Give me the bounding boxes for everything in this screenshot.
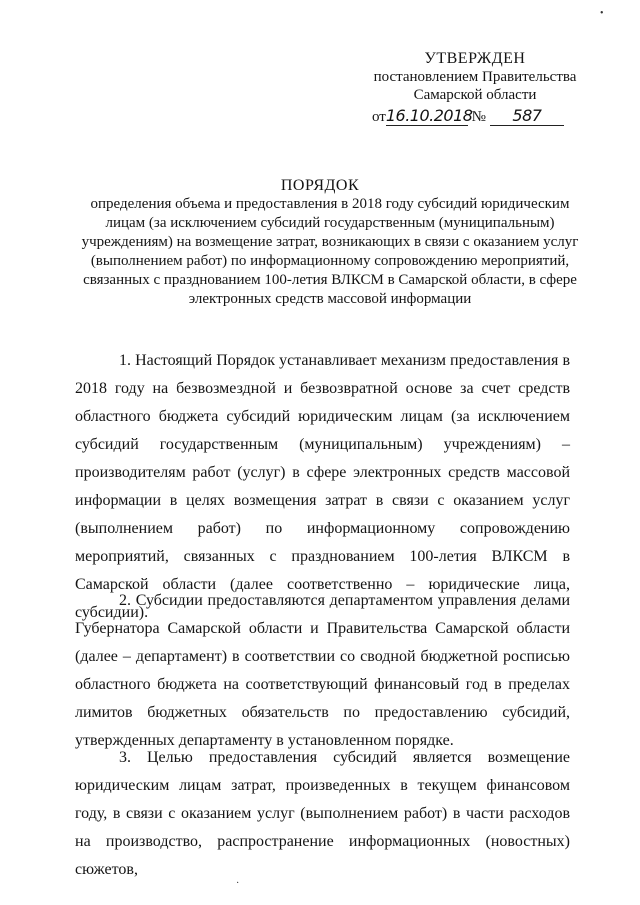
scan-speck: · <box>236 878 240 889</box>
approval-stamp-block <box>360 50 590 104</box>
handwritten-date: 16.10.2018 <box>385 106 473 125</box>
approval-title: УТВЕРЖДЕН <box>424 50 526 67</box>
paragraph-3: 3. Целью предоставления субсидий является возмещение юридическим лицам затрат, произведенных в текущем финансовом году, в связи с оказанием услуг (выполнением работ) в части расходов на производство, распространение информационных (новостных) сюжетов, <box>75 749 570 878</box>
document-subtitle: определения объема и предоставления в 2018 году субсидий юридическим лицам (за исключением субсидий государственным (муниципальным) учреждениям) на возмещение затрат, возникающих в связи с оказанием услуг (выполнением работ) по информационному сопровождению мероприятий, связанных с празднованием 100-летия ВЛКСМ в Самарской области, в сфере электронных средств массовой информации <box>81 196 579 307</box>
number-label: № <box>471 109 486 125</box>
document-title: ПОРЯДОК <box>280 177 360 194</box>
scan-speck: • <box>600 8 604 19</box>
paragraph-2: 2. Субсидии предоставляются департаментом управления делами Губернатора Самарской области и Правительства Самарской области (далее – департамент) в соответствии со сводной бюджетной росписью областного бюджета на соответствующий финансовый год в пределах лимитов бюджетных обязательств по предоставлению субсидий, утвержденных департаменту в установленном порядке. <box>75 592 570 749</box>
approval-line-2: Самарской области <box>413 87 537 103</box>
paragraph-1: 1. Настоящий Порядок устанавливает механизм предоставления в 2018 году на безвозмездной и безвозвратной основе за счет средств областного бюджета субсидий юридическим лицам (за исключением субсидий государственным (муниципальным) учреждениям) – производителям работ (услуг) в сфере электронных средств массовой информации в целях возмещения затрат в связи с оказанием услуг (выполнением работ) по информационному сопровождению мероприятий, связанных с празднованием 100-летия ВЛКСМ в Самарской области (далее соответственно – юридические лица, субсидии). <box>75 352 570 621</box>
date-prefix: от <box>372 109 386 125</box>
handwritten-number: 587 <box>490 106 564 126</box>
approval-date-row <box>372 106 564 126</box>
approval-line-1: постановлением Правительства <box>373 69 577 85</box>
